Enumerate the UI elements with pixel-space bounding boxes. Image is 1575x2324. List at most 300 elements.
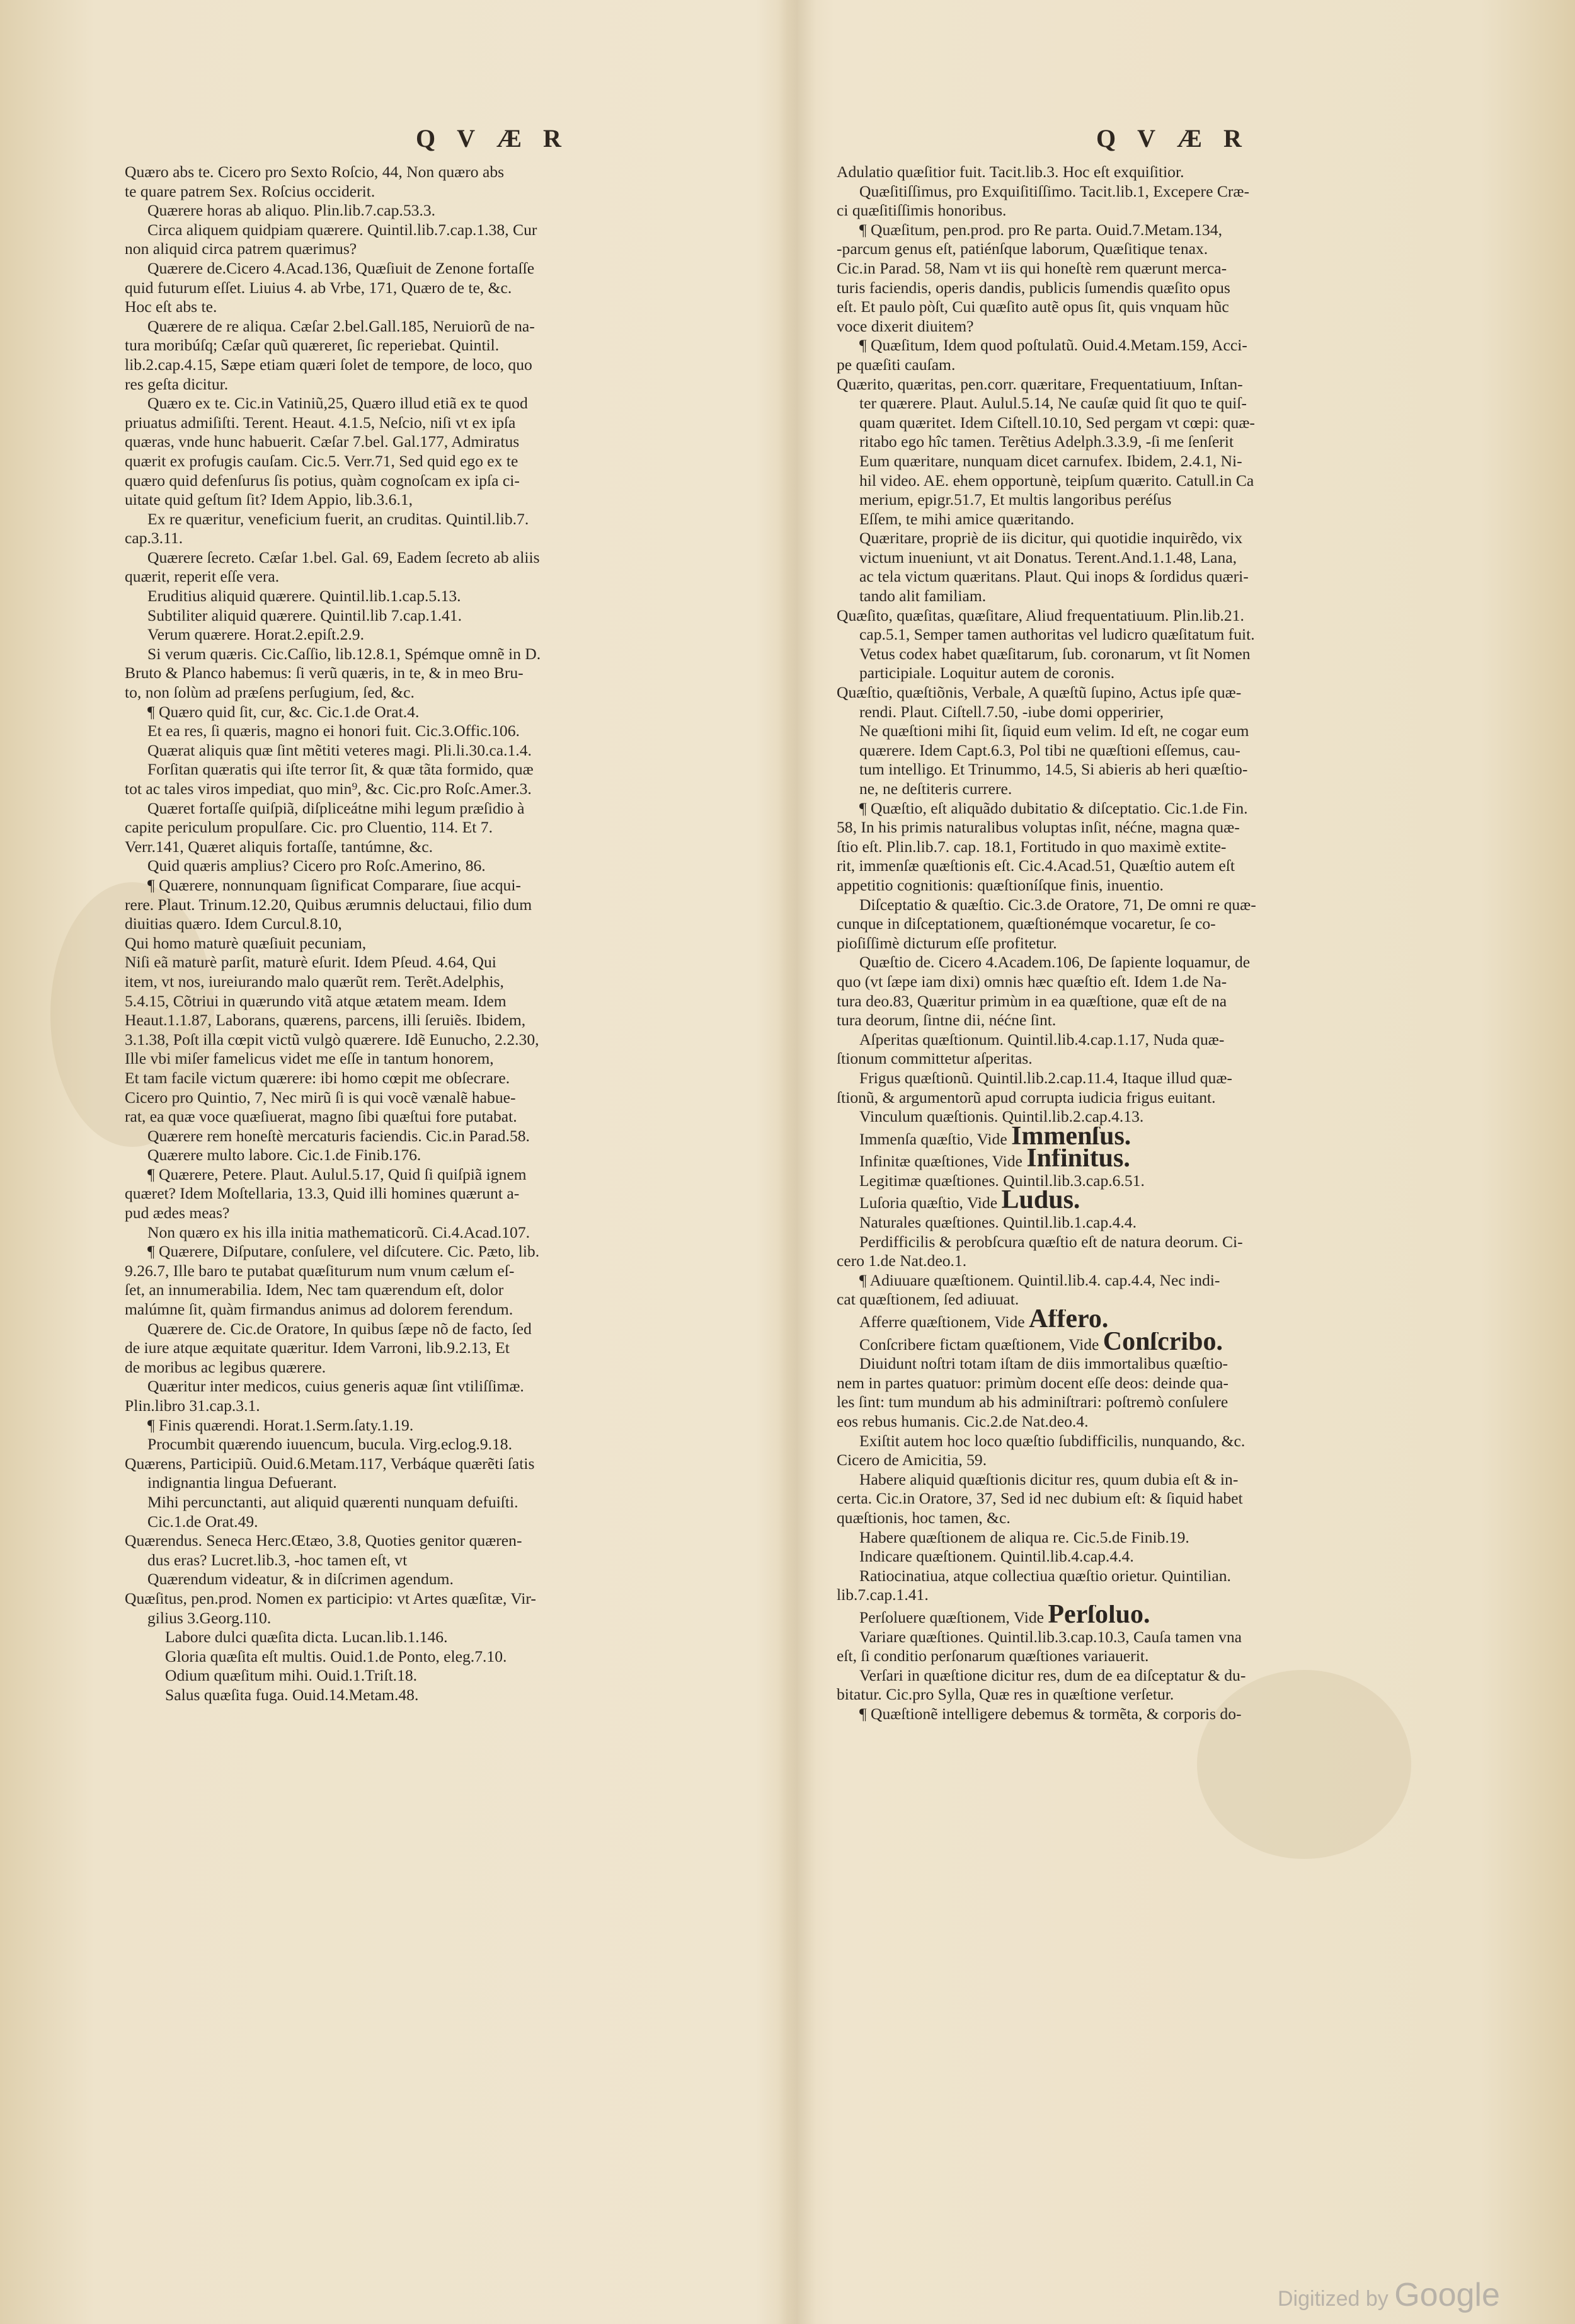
line-text: Perdifficilis & perobſcura quæſtio eſt de natura deorum. Ci-	[859, 1232, 1243, 1251]
text-line	[837, 1647, 1498, 1666]
text-line	[125, 1300, 786, 1320]
line-text: ¶ Quæro quid ſit, cur, &c. Cic.1.de Orat.4.	[147, 702, 420, 721]
line-text: 58, In his primis naturalibus voluptas inſit, néćne, magna quæ-	[837, 818, 1240, 837]
text-line	[837, 1489, 1498, 1509]
line-text: Labore dulci quæſita dicta. Lucan.lib.1.146.	[165, 1628, 448, 1647]
text-line	[125, 221, 786, 240]
text-line	[125, 1320, 786, 1339]
text-line	[125, 1204, 786, 1223]
line-text: 9.26.7, Ille baro te putabat quæſiturum num vnum cælum eſ-	[125, 1261, 515, 1280]
line-text: ¶ Quærere, Diſputare, conſulere, vel diſcutere. Cic. Pæto, lib.	[147, 1242, 540, 1261]
text-line	[837, 1393, 1498, 1412]
line-text: Exiſtit autem hoc loco quæſtio ſubdifficilis, nunquando, &c.	[859, 1431, 1246, 1450]
text-line	[125, 1146, 786, 1165]
cross-reference-headword: Ludus.	[1001, 1190, 1080, 1214]
text-line	[837, 1432, 1498, 1451]
text-line	[837, 683, 1498, 703]
line-text: Adulatio quæſitior fuit. Tacit.lib.3. Hoc eſt exquiſitior.	[837, 163, 1184, 181]
line-text: Bruto & Planco habemus: ſi verũ quæris, in te, & in meo Bru-	[125, 664, 524, 682]
line-text: ¶ Quærere, nonnunquam ſignificat Comparare, ſiue acqui-	[147, 875, 521, 894]
line-text: Quærere multo labore. Cic.1.de Finib.176.	[147, 1146, 421, 1165]
text-line	[837, 1171, 1498, 1191]
line-text: lib.7.cap.1.41.	[837, 1585, 929, 1604]
line-text: non aliquid circa patrem quærimus?	[125, 239, 357, 258]
text-line	[125, 645, 786, 664]
line-text: pe quæſiti cauſam.	[837, 355, 956, 374]
line-text: tura deo.83, Quæritur primùm in ea quæſtione, quæ eſt de na	[837, 991, 1227, 1010]
line-text: Heaut.1.1.87, Laborans, quærens, parcens, illi ſeruiẽs. Ibidem,	[125, 1011, 526, 1030]
text-line	[837, 972, 1498, 992]
text-line	[837, 1309, 1498, 1332]
line-text: Forſitan quæratis qui iſte terror ſit, & quæ tãta formido, quæ	[147, 760, 534, 779]
line-text: rendi. Plaut. Ciſtell.7.50, -iube domi opperirier,	[859, 702, 1164, 721]
line-text: Circa aliquem quidpiam quærere. Quintil.lib.7.cap.1.38, Cur	[147, 220, 537, 239]
text-line	[125, 587, 786, 606]
text-line	[125, 1686, 786, 1705]
text-line	[837, 1585, 1498, 1605]
text-line	[125, 510, 786, 529]
line-text: Immenſa quæſtio, Vide	[859, 1129, 1012, 1148]
text-line	[125, 201, 786, 221]
left-column	[125, 163, 786, 1705]
line-text: ¶ Quæſtionẽ intelligere debemus & tormẽta, & corporis do-	[859, 1704, 1242, 1723]
text-line	[837, 1233, 1498, 1252]
line-text: priuatus admiſiſti. Terent. Heaut. 4.1.5, Neſcio, niſi vt ex ipſa	[125, 413, 516, 432]
line-text: Verſari in quæſtione dicitur res, dum de ea diſceptatur & du-	[859, 1665, 1246, 1684]
text-line	[837, 1374, 1498, 1393]
text-line	[837, 992, 1498, 1011]
text-line	[837, 336, 1498, 355]
line-text: Indicare quæſtionem. Quintil.lib.4.cap.4.4.	[859, 1547, 1134, 1566]
line-text: quid futurum eſſet. Liuius 4. ab Vrbe, 171, Quæro de te, &c.	[125, 278, 512, 297]
text-line	[837, 741, 1498, 761]
line-text: ¶ Adiuuare quæſtionem. Quintil.lib.4. cap.4.4, Nec indi-	[859, 1270, 1220, 1289]
text-line	[125, 490, 786, 510]
text-line	[837, 645, 1498, 664]
text-line	[837, 760, 1498, 779]
line-text: Ex re quæritur, veneficium fuerit, an cruditas. Quintil.lib.7.	[147, 509, 529, 528]
line-text: cap.3.11.	[125, 529, 183, 548]
line-text: Quæſito, quæſitas, quæſitare, Aliud frequentatiuum. Plin.lib.21.	[837, 606, 1244, 624]
text-line	[837, 1666, 1498, 1686]
text-line	[125, 722, 786, 741]
text-line	[125, 394, 786, 413]
line-text: rere. Plaut. Trinum.12.20, Quibus ærumnis deluctaui, filio dum	[125, 895, 532, 914]
line-text: Eum quæritare, nunquam dicet carnufex. Ibidem, 2.4.1, Ni-	[859, 451, 1242, 470]
line-text: Quæritare, propriè de iis dicitur, qui quotidie inquirẽdo, vix	[859, 529, 1243, 548]
text-line	[837, 1213, 1498, 1233]
line-text: ſtionũ, & argumentorũ apud corrupta iudicia frigus euitant.	[837, 1088, 1216, 1107]
line-text: Salus quæſita fuga. Ouid.14.Metam.48.	[165, 1685, 419, 1704]
line-text: quæro quid defenſurus ſis potius, quàm cognoſcam ex ipſa ci-	[125, 471, 520, 490]
running-header-left: QVÆR	[416, 124, 583, 152]
line-text: Quæſitiſſimus, pro Exquiſitiſſimo. Tacit.lib.1, Excepere Cræ-	[859, 181, 1250, 200]
text-line	[125, 1069, 786, 1088]
text-line	[837, 1470, 1498, 1490]
text-line	[125, 1589, 786, 1609]
text-line	[837, 1088, 1498, 1108]
line-text: eſt, ſi conditio perſonarum quæſtiones variauerit.	[837, 1647, 1149, 1665]
text-line	[125, 972, 786, 992]
line-text: certa. Cic.in Oratore, 37, Sed id nec dubium eſt: & ſiquid habet	[837, 1489, 1243, 1508]
text-line	[837, 856, 1498, 876]
cross-reference-headword: Affero.	[1029, 1309, 1109, 1332]
text-line	[125, 1338, 786, 1358]
text-line	[125, 471, 786, 491]
line-text: Cicero de Amicitia, 59.	[837, 1451, 987, 1470]
line-text: Quæritur inter medicos, cuius generis aquæ ſint vtiliſſimæ.	[147, 1377, 524, 1396]
text-line	[837, 221, 1498, 240]
line-text: dus eras? Lucret.lib.3, -hoc tamen eſt, vt	[147, 1550, 408, 1569]
line-text: Eſſem, te mihi amice quæritando.	[859, 509, 1075, 528]
cross-reference-headword: Immenſus.	[1011, 1126, 1131, 1149]
text-line	[837, 1451, 1498, 1470]
line-text: rat, ea quæ voce quæſiuerat, magno ſibi quæſtui fore putabat.	[125, 1107, 517, 1126]
text-line	[837, 837, 1498, 857]
line-text: Habere quæſtionem de aliqua re. Cic.5.de Finib.19.	[859, 1527, 1189, 1546]
text-line	[125, 413, 786, 433]
text-line	[837, 1509, 1498, 1528]
text-line	[125, 914, 786, 934]
text-line	[125, 336, 786, 355]
line-text: Habere aliquid quæſtionis dicitur res, quum dubia eſt & in-	[859, 1470, 1239, 1488]
line-text: Quærito, quæritas, pen.corr. quæritare, Frequentatiuum, Inſtan-	[837, 374, 1243, 393]
text-line	[837, 722, 1498, 741]
text-line	[837, 297, 1498, 317]
cross-reference-headword: Conſcribo.	[1102, 1332, 1223, 1355]
line-text: quæras, vnde hunc habuerit. Cæſar 7.bel. Gal.177, Admiratus	[125, 432, 520, 451]
text-line	[125, 1107, 786, 1127]
text-line	[125, 1262, 786, 1281]
text-line	[125, 529, 786, 548]
line-text: victum inueniunt, vt ait Donatus. Terent.And.1.1.48, Lana,	[859, 548, 1237, 567]
line-text: Quærendus. Seneca Herc.Œtæo, 3.8, Quoties genitor quæren-	[125, 1531, 522, 1550]
line-text: cat quæſtionem, ſed adiuuat.	[837, 1290, 1019, 1309]
text-line	[125, 1049, 786, 1069]
line-text: pud ædes meas?	[125, 1204, 230, 1222]
text-line	[125, 1127, 786, 1146]
line-text: ¶ Quæſitum, pen.prod. pro Re parta. Ouid.7.Metam.134,	[859, 220, 1222, 239]
line-text: Subtiliter aliquid quærere. Quintil.lib 7.cap.1.41.	[147, 606, 462, 624]
text-line	[837, 1628, 1498, 1647]
text-line	[837, 355, 1498, 375]
line-text: Verr.141, Quæret aliquis fortaſſe, tantúmne, &c.	[125, 837, 433, 856]
text-line	[125, 1454, 786, 1474]
text-line	[837, 432, 1498, 452]
line-text: Ille vbi miſer famelicus videt me eſſe in tantum honorem,	[125, 1049, 494, 1068]
text-line	[125, 1358, 786, 1378]
text-line	[837, 799, 1498, 819]
text-line	[837, 1069, 1498, 1088]
text-line	[837, 182, 1498, 202]
line-text: Vetus codex habet quæſitarum, ſub. coronarum, vt ſit Nomen	[859, 644, 1251, 663]
watermark-prefix: Digitized by	[1278, 2287, 1395, 2311]
line-text: cero 1.de Nat.deo.1.	[837, 1251, 967, 1270]
line-text: Quærere de.Cicero 4.Acad.136, Quæſiuit de Zenone fortaſſe	[147, 258, 535, 277]
text-line	[125, 1377, 786, 1396]
text-line	[837, 490, 1498, 510]
text-line	[837, 1030, 1498, 1050]
line-text: bitatur. Cic.pro Sylla, Quæ res in quæſtione verſetur.	[837, 1685, 1174, 1704]
text-line	[837, 1190, 1498, 1213]
line-text: participiale. Loquitur autem de coronis.	[859, 664, 1115, 682]
line-text: uitate quid geſtum ſit? Idem Appio, lib.3.6.1,	[125, 490, 413, 509]
text-line	[837, 1354, 1498, 1374]
line-text: Aſperitas quæſtionum. Quintil.lib.4.cap.1.17, Nuda quæ-	[859, 1030, 1225, 1049]
text-line	[125, 355, 786, 375]
running-header-right: QVÆR	[1096, 124, 1263, 152]
text-line	[125, 432, 786, 452]
text-line	[125, 1184, 786, 1204]
text-line	[125, 837, 786, 857]
line-text: diuitias quæro. Idem Curcul.8.10,	[125, 914, 342, 933]
text-line	[837, 394, 1498, 413]
line-text: Eruditius aliquid quærere. Quintil.lib.1.cap.5.13.	[147, 587, 461, 606]
line-text: voce dixerit diuitem?	[837, 316, 974, 335]
line-text: tando alit familiam.	[859, 587, 987, 606]
text-line	[125, 548, 786, 568]
text-line	[837, 703, 1498, 722]
line-text: Ne quæſtioni mihi ſit, ſiquid eum velim. Id eſt, ne cogar eum	[859, 722, 1249, 740]
line-text: merium, epigr.51.7, Et multis langoribus peréſus	[859, 490, 1172, 509]
line-text: quo (vt ſæpe iam dixi) omnis hæc quæſtio eſt. Idem 1.de Na-	[837, 972, 1227, 991]
line-text: quæſtionis, hoc tamen, &c.	[837, 1508, 1011, 1527]
line-text: ritabo ego hîc tamen. Terẽtius Adelph.3.3.9, -ſi me ſenſerit	[859, 432, 1234, 451]
text-line	[837, 914, 1498, 934]
text-line	[125, 182, 786, 202]
text-line	[125, 239, 786, 259]
text-line	[837, 510, 1498, 529]
line-text: Diuidunt noſtri totam iſtam de diis immortalibus quæſtio-	[859, 1354, 1228, 1373]
text-line	[125, 779, 786, 799]
line-text: eſt. Et paulo pòſt, Cui quæſito autẽ opus ſit, quis vnquam hũc	[837, 297, 1229, 316]
text-line	[837, 529, 1498, 548]
cross-reference-headword: Perſoluo.	[1048, 1604, 1150, 1628]
line-text: 3.1.38, Poſt illa cœpit victũ vulgò quærere. Idẽ Eunucho, 2.2.30,	[125, 1030, 539, 1049]
line-text: Quærendum videatur, & in diſcrimen agendum.	[147, 1570, 454, 1589]
text-line	[125, 1473, 786, 1493]
line-text: Cic.in Parad. 58, Nam vt iis qui honeſtè rem quærunt merca-	[837, 258, 1227, 277]
text-line	[837, 1107, 1498, 1127]
text-line	[125, 818, 786, 837]
text-line	[837, 1127, 1498, 1149]
line-text: Legitimæ quæſtiones. Quintil.lib.3.cap.6.51.	[859, 1171, 1145, 1190]
line-text: quærit ex profugis cauſam. Cic.5. Verr.71, Sed quid ego ex te	[125, 451, 518, 470]
line-text: Mihi percunctanti, aut aliquid quærenti nunquam defuiſti.	[147, 1492, 518, 1511]
line-text: Procumbit quærendo iuuencum, bucula. Virg.eclog.9.18.	[147, 1435, 512, 1454]
line-text: malúmne ſit, quàm firmandus animus ad dolorem ferendum.	[125, 1300, 513, 1319]
line-text: Conſcribere fictam quæſtionem, Vide	[859, 1335, 1103, 1354]
line-text: gilius 3.Georg.110.	[147, 1608, 272, 1627]
text-line	[125, 1570, 786, 1589]
line-text: tura moribúſq; Cæſar quũ quæreret, ſic reperiebat. Quintil.	[125, 336, 500, 355]
line-text: Naturales quæſtiones. Quintil.lib.1.cap.4.4.	[859, 1213, 1137, 1232]
line-text: quam quæritet. Idem Ciſtell.10.10, Sed pergam vt cœpi: quæ-	[859, 413, 1255, 432]
line-text: Variare quæſtiones. Quintil.lib.3.cap.10.3, Cauſa tamen vna	[859, 1627, 1242, 1646]
digitized-watermark	[1278, 2276, 1500, 2314]
line-text: Verum quærere. Horat.2.epiſt.2.9.	[147, 625, 365, 644]
text-line	[125, 259, 786, 279]
text-line	[837, 953, 1498, 972]
line-text: Perſoluere quæſtionem, Vide	[859, 1608, 1048, 1626]
text-line	[837, 934, 1498, 953]
line-text: Afferre quæſtionem, Vide	[859, 1313, 1029, 1332]
line-text: ¶ Finis quærendi. Horat.1.Serm.ſaty.1.19.	[147, 1415, 414, 1434]
text-line	[837, 876, 1498, 895]
text-line	[837, 1049, 1498, 1069]
text-line	[837, 375, 1498, 394]
line-text: Quærere de re aliqua. Cæſar 2.bel.Gall.185, Neruiorũ de na-	[147, 316, 535, 335]
text-line	[837, 779, 1498, 799]
line-text: Et tam facile victum quærere: ibi homo cœpit me obſecrare.	[125, 1068, 510, 1087]
line-text: res geſta dicitur.	[125, 374, 229, 393]
text-line	[125, 1416, 786, 1435]
text-line	[837, 1149, 1498, 1171]
line-text: Niſi eã maturè parſit, maturè eſurit. Idem Pſeud. 4.64, Qui	[125, 953, 496, 972]
line-text: Quæſitus, pen.prod. Nomen ex participio: vt Artes quæſitæ, Vir-	[125, 1589, 536, 1608]
text-line	[837, 1528, 1498, 1548]
text-line	[125, 163, 786, 182]
line-text: Diſceptatio & quæſtio. Cic.3.de Oratore, 71, De omni re quæ-	[859, 895, 1256, 914]
text-line	[125, 895, 786, 915]
line-text: Non quæro ex his illa initia mathematicorũ. Ci.4.Acad.107.	[147, 1222, 530, 1241]
text-line	[125, 567, 786, 587]
line-text: quæret? Idem Moſtellaria, 13.3, Quid illi homines quærunt a-	[125, 1184, 520, 1203]
line-text: Quæret fortaſſe quiſpiã, diſpliceátne mihi legum præſidio à	[147, 798, 525, 817]
line-text: appetitio cognitionis: quæſtioníſque finis, inuentio.	[837, 875, 1164, 894]
text-line	[125, 1223, 786, 1243]
line-text: Ratiocinatiua, atque collectiua quæſtio orietur. Quintilian.	[859, 1566, 1231, 1585]
line-text: Vinculum quæſtionis. Quintil.lib.2.cap.4.13.	[859, 1107, 1144, 1126]
text-line	[125, 799, 786, 819]
text-line	[837, 279, 1498, 298]
text-line	[125, 606, 786, 626]
line-text: indignantia lingua Defuerant.	[147, 1473, 337, 1492]
line-text: Qui homo maturè quæſiuit pecuniam,	[125, 933, 367, 952]
text-line	[125, 1165, 786, 1185]
text-line	[837, 1685, 1498, 1705]
line-text: tot ac tales viros impediat, quo min⁹, &c. Cic.pro Roſc.Amer.3.	[125, 779, 532, 798]
line-text: Hoc eſt abs te.	[125, 297, 217, 316]
line-text: tura deorum, ſintne dii, néćne ſint.	[837, 1011, 1057, 1030]
text-line	[125, 1551, 786, 1570]
text-line	[837, 625, 1498, 645]
google-logo: Google	[1394, 2277, 1500, 2313]
text-line	[125, 1493, 786, 1512]
text-line	[837, 1567, 1498, 1586]
right-column	[837, 163, 1498, 1724]
text-line	[125, 1435, 786, 1454]
text-line	[125, 760, 786, 779]
text-line	[837, 664, 1498, 683]
text-line	[837, 317, 1498, 337]
line-text: ¶ Quæſtio, eſt aliquãdo dubitatio & diſceptatio. Cic.1.de Fin.	[859, 798, 1248, 817]
line-text: tum intelligo. Et Trinummo, 14.5, Si abieris ab heri quæſtio-	[859, 760, 1248, 779]
line-text: Quærat aliquis quæ ſint mẽtiti veteres magi. Pli.li.30.ca.1.4.	[147, 740, 532, 759]
text-line	[125, 664, 786, 683]
text-line	[125, 683, 786, 703]
line-text: Luſoria quæſtio, Vide	[859, 1194, 1002, 1212]
line-text: Et ea res, ſi quæris, magno ei honori fuit. Cic.3.Offic.106.	[147, 722, 520, 740]
line-text: Quæſtio, quæſtiõnis, Verbale, A quæſtũ ſupino, Actus ipſe quæ-	[837, 683, 1242, 702]
line-text: lib.2.cap.4.15, Sæpe etiam quæri ſolet de tempore, de loco, quo	[125, 355, 532, 374]
line-text: turis faciendis, operis dandis, publicis ſumendis quæſito opus	[837, 278, 1230, 297]
text-line	[837, 895, 1498, 915]
text-line	[125, 279, 786, 298]
text-line	[125, 1666, 786, 1686]
text-line	[125, 741, 786, 761]
text-line	[125, 876, 786, 895]
text-line	[837, 452, 1498, 471]
line-text: Si verum quæris. Cic.Caſſio, lib.12.8.1, Spémque omnẽ in D.	[147, 644, 541, 663]
text-line	[125, 1531, 786, 1551]
line-text: Quærens, Participiũ. Ouid.6.Metam.117, Verbáque quærẽti ſatis	[125, 1454, 535, 1473]
line-text: hil video. AE. ehem opportunè, teipſum quærito. Catull.in Ca	[859, 471, 1254, 490]
cross-reference-headword: Infinitus.	[1026, 1149, 1130, 1171]
line-text: te quare patrem Sex. Roſcius occiderit.	[125, 181, 375, 200]
line-text: Infinitæ quæſtiones, Vide	[859, 1152, 1027, 1171]
text-line	[125, 297, 786, 317]
line-text: ¶ Quærere, Petere. Plaut. Aulul.5.17, Quid ſi quiſpiã ignem	[147, 1165, 527, 1183]
text-line	[125, 1280, 786, 1300]
line-text: Cic.1.de Orat.49.	[147, 1512, 258, 1531]
text-line	[837, 1605, 1498, 1628]
line-text: Quæro abs te. Cicero pro Sexto Roſcio, 44, Non quæro abs	[125, 163, 505, 181]
text-line	[125, 992, 786, 1011]
text-line	[837, 259, 1498, 279]
line-text: Quæro ex te. Cic.in Vatiniũ,25, Quæro illud etiã ex te quod	[147, 394, 528, 413]
text-line	[125, 317, 786, 337]
line-text: ſet, an innumerabilia. Idem, Nec tam quærendum eſt, dolor	[125, 1280, 504, 1299]
line-text: Quæſtio de. Cicero 4.Academ.106, De ſapiente loquamur, de	[859, 953, 1251, 972]
text-line	[125, 1628, 786, 1647]
text-line	[125, 1512, 786, 1532]
text-line	[837, 1011, 1498, 1030]
text-line	[837, 818, 1498, 837]
text-line	[125, 452, 786, 471]
text-line	[125, 1609, 786, 1628]
line-text: item, vt nos, iureiurando malo quærũt rem. Terẽt.Adelphis,	[125, 972, 504, 991]
line-text: ac tela victum quæritans. Plaut. Qui inops & ſordidus quæri-	[859, 567, 1249, 586]
line-text: ter quærere. Plaut. Aulul.5.14, Ne cauſæ quid ſit quo te quiſ-	[859, 394, 1247, 413]
line-text: les ſint: tum mundum ab his adminiſtrari: poſtremò conſulere	[837, 1393, 1228, 1412]
text-line	[125, 856, 786, 876]
text-line	[125, 703, 786, 722]
text-line	[125, 1396, 786, 1416]
text-line	[125, 1088, 786, 1108]
text-line	[837, 1705, 1498, 1724]
line-text: Quid quæris amplius? Cicero pro Roſc.Amerino, 86.	[147, 856, 486, 875]
text-line	[837, 606, 1498, 626]
line-text: capite periculum propulſare. Cic. pro Cluentio, 114. Et 7.	[125, 818, 493, 837]
text-line	[837, 587, 1498, 606]
text-line	[837, 471, 1498, 491]
line-text: cunque in diſceptationem, quæſtionémque vocaretur, ſe co-	[837, 914, 1216, 933]
text-line	[837, 1290, 1498, 1309]
line-text: 5.4.15, Cõtriui in quærundo vitã atque ætatem meam. Idem	[125, 991, 507, 1010]
text-line	[125, 1242, 786, 1262]
text-line	[125, 1011, 786, 1030]
line-text: Odium quæſitum mihi. Ouid.1.Triſt.18.	[165, 1666, 418, 1685]
text-line	[837, 1271, 1498, 1291]
line-text: eos rebus humanis. Cic.2.de Nat.deo.4.	[837, 1412, 1089, 1430]
line-text: quærere. Idem Capt.6.3, Pol tibi ne quæſtioni eſſemus, cau-	[859, 740, 1240, 759]
line-text: Quærere rem honeſtè mercaturis faciendis. Cic.in Parad.58.	[147, 1126, 530, 1145]
line-text: Frigus quæſtionũ. Quintil.lib.2.cap.11.4, Itaque illud quæ-	[859, 1068, 1232, 1087]
text-line	[125, 625, 786, 645]
line-text: Cicero pro Quintio, 7, Nec mirũ ſi is qui vocẽ vænalẽ habue-	[125, 1088, 516, 1107]
line-text: Quærere ſecreto. Cæſar 1.bel. Gal. 69, Eadem ſecreto ab aliis	[147, 548, 540, 567]
